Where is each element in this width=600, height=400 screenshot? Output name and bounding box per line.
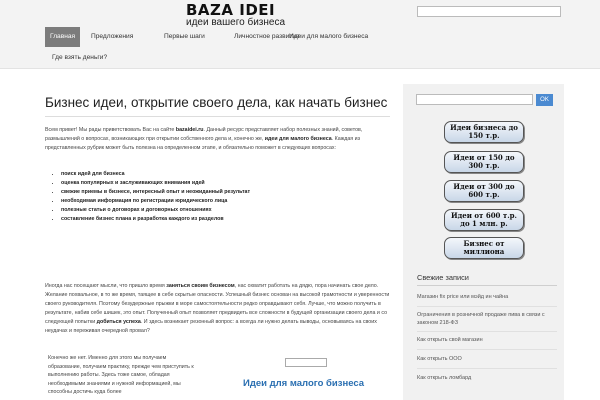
page-title: Бизнес идеи, открытие своего дела, как начать бизнес [45,95,388,110]
intro-paragraph: Всем привет! Мы рады приветствовать Вас на сайте bazaidei.ru. Данный ресурс представляет набор полезных знаний, советов, размышлений о вопросах, возникающих при открытии собственного дела и, конечно же, идеи для малого бизнеса. Каждая из представленных рубрик может быть полезна на определенном этапе, и обязательно поможет в следующих вопросах: [45,127,363,151]
recent-posts-heading: Свежие записи [417,273,469,282]
ideas-heading-link[interactable]: Идеи для малого бизнеса [243,378,365,389]
topics-list [55,170,391,224]
main-nav [45,27,565,67]
nav-item-home[interactable]: Главная [45,27,80,47]
list-item: • свежие приемы в бизнесе, интересный опыт и неожиданный результат [61,188,391,197]
nav-item-funding[interactable]: Где взять деньги? [52,54,108,61]
site-logo[interactable]: BAZA IDEI [186,1,276,19]
site-name-link[interactable]: bazaidei.ru [175,127,204,133]
list-item: • составление бизнес плана и разработка каждого из разделов [61,215,391,224]
body-paragraph-continued: Конечно же нет. Именно для этого мы получаем образование, получаем практику, прежде чем приступить к выполнению работы. Здесь тоже самое, обладая необходимыми знаниями и нужной информацией, мы способны достичь куда более [48,355,194,395]
budget-button-150k[interactable]: Идеи бизнеса до 150 т.р. [444,121,524,143]
title-divider [45,116,390,117]
site-tagline: идеи вашего бизнеса [186,17,286,28]
header-divider [0,68,600,69]
recent-post-link[interactable]: Как открыть свой магазин [417,337,483,343]
list-item: • поиск идей для бизнеса [61,170,391,179]
recent-post-link[interactable]: Ограничения в розничной продаже пива в связи с законом 218-ФЗ [417,312,545,326]
sidebar-search-input[interactable] [416,94,533,105]
embedded-frame [285,358,327,367]
nav-item-offers[interactable]: Предложения [91,33,134,40]
budget-button-300-600k[interactable]: Идеи от 300 до 600 т.р. [444,180,524,202]
budget-button-150-300k[interactable]: Идеи от 150 до 300 т.р. [444,151,524,173]
budget-button-million[interactable]: Бизнес от миллиона [444,237,524,259]
nav-item-small-business-ideas[interactable]: Идеи для малого бизнеса [289,33,369,40]
nav-item-first-steps[interactable]: Первые шаги [164,33,205,40]
divider [417,306,557,307]
divider [417,349,557,350]
header-search-input[interactable] [417,6,561,17]
recent-post-link[interactable]: Магазин fix price или мэйд ин чайна [417,294,509,300]
list-item: • необходимая информация по регистрации юридического лица [61,197,391,206]
budget-button-600k-1m[interactable]: Идеи от 600 т.р. до 1 млн. р. [444,209,524,231]
divider [417,368,557,369]
list-item: • полезные статьи о договорах и договорных отношениях [61,206,391,215]
divider [417,331,557,332]
list-item: • оценка популярных и заслуживающих внимания идей [61,179,391,188]
sidebar-search-button[interactable]: OK [536,94,553,106]
nav-item-personal-growth[interactable]: Личностное развитие [234,33,300,40]
recent-posts-divider [417,285,557,286]
body-paragraph: Иногда нас посещают мысли, что пришло время заняться своим бизнесом, нас охватит работать на дядю, пора начинать свое дело. Желание похвальное, в то же время, таящее в себе скрытые опасности. Успешный бизнес основан на высокой грамотности и уверенности своего руководителя. Поэтому безудержные прыжки в море самостоятельности редко оправдывают себя. Лучше, что можно получить в результате, набив себе шишек, это опыт. Полученный опыт позволяет предвидеть все сложности в будущей организации своего дела и со следующей попытки добиться успеха. И здесь возникает резонный вопрос: а всегда ли нужно делать выводы, основываясь на своих неудачах и переживая очередной провал? [45,283,390,334]
recent-post-link[interactable]: Как открыть ООО [417,356,462,362]
recent-post-link[interactable]: Как открыть ломбард [417,375,472,381]
